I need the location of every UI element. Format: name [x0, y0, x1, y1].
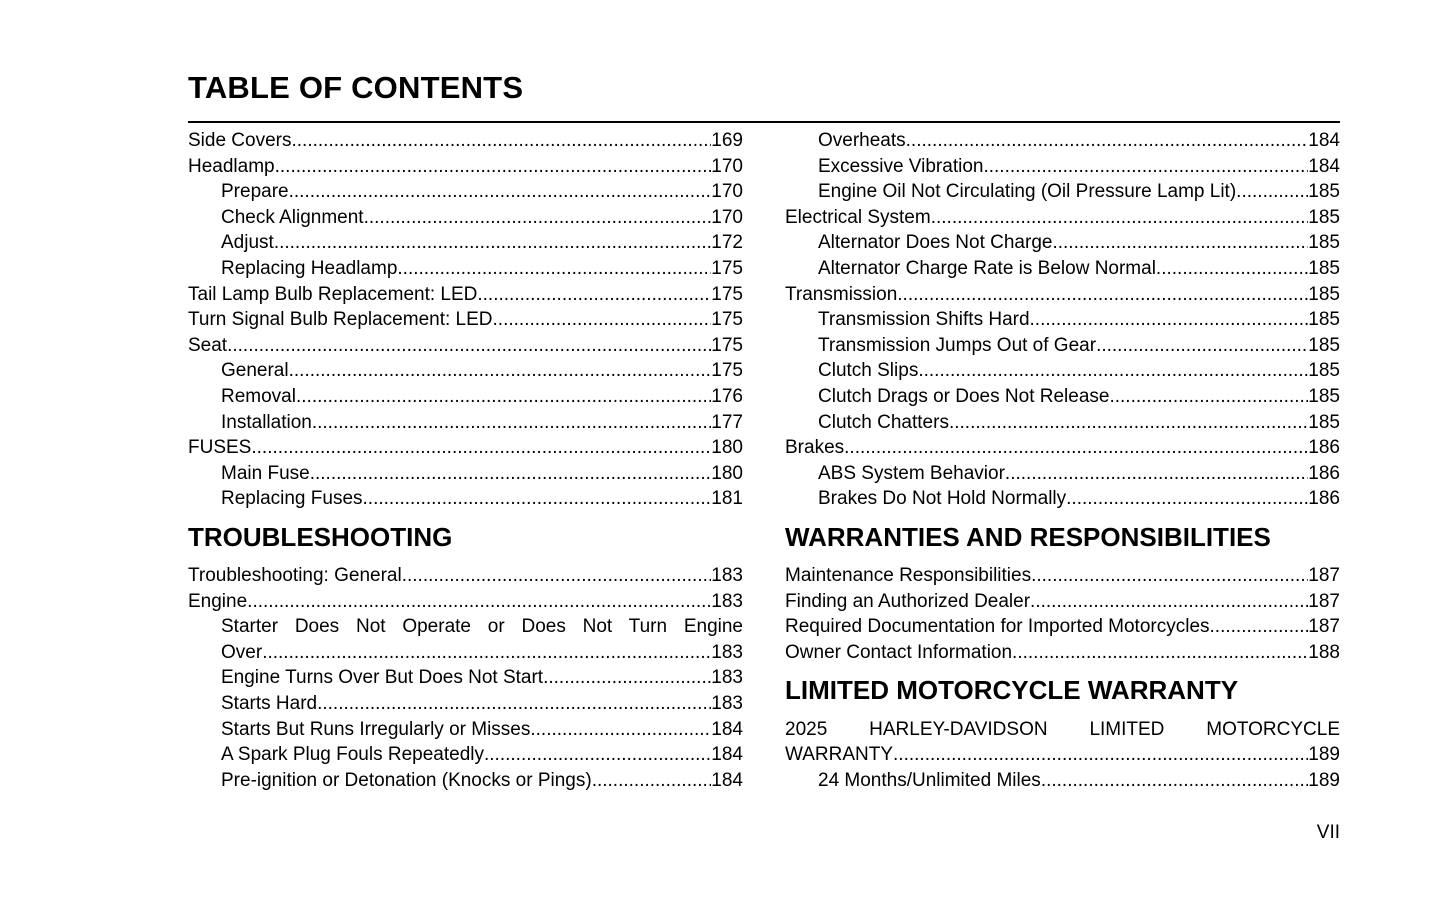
toc-entry-page: 185	[1308, 411, 1340, 433]
toc-entry-label: Engine Turns Over But Does Not Start	[221, 667, 544, 689]
toc-entry-page: 185	[1308, 334, 1340, 356]
toc-entry[interactable]	[785, 768, 1340, 794]
toc-entry[interactable]	[188, 691, 743, 717]
toc-entry-label: Excessive Vibration	[818, 155, 984, 177]
toc-entry[interactable]	[188, 640, 743, 666]
toc-entry-page: 186	[1308, 488, 1340, 510]
dot-leader	[402, 563, 712, 589]
toc-entry-page: 177	[711, 411, 743, 433]
toc-entry-line[interactable]: Starter Does Not Operate or Does Not Turn Engine	[221, 616, 743, 638]
toc-entry-label: Transmission Jumps Out of Gear	[818, 334, 1097, 356]
toc-entry[interactable]	[188, 230, 743, 256]
toc-entry[interactable]	[188, 205, 743, 231]
toc-entry[interactable]	[188, 307, 743, 333]
dot-leader	[251, 435, 711, 461]
toc-entry[interactable]	[785, 384, 1340, 410]
toc-entry-label: A Spark Plug Fouls Repeatedly	[221, 744, 484, 766]
toc-entry-page: 181	[711, 488, 743, 510]
toc-entry[interactable]	[785, 205, 1340, 231]
toc-entry-label: Main Fuse	[221, 462, 310, 484]
toc-entry-label: Pre-ignition or Detonation (Knocks or Pings)	[221, 769, 592, 791]
toc-entry-page: 170	[711, 206, 743, 228]
toc-entry[interactable]	[785, 461, 1340, 487]
toc-entry-line[interactable]: 2025 HARLEY-DAVIDSON LIMITED MOTORCYCLE	[785, 718, 1340, 740]
toc-entry-page: 186	[1308, 437, 1340, 459]
toc-entry-page: 189	[1308, 744, 1340, 766]
toc-entry-label: Tail Lamp Bulb Replacement: LED	[188, 283, 478, 305]
dot-leader	[1031, 563, 1308, 589]
dot-leader	[1096, 333, 1308, 359]
dot-leader	[1012, 640, 1308, 666]
toc-entry-label: Brakes	[785, 437, 845, 459]
dot-leader	[363, 486, 712, 512]
toc-entry[interactable]	[188, 154, 743, 180]
section-heading: LIMITED MOTORCYCLE WARRANTY	[785, 675, 1239, 706]
dot-leader	[1236, 179, 1308, 205]
dot-leader	[543, 665, 711, 691]
toc-entry-page: 185	[1308, 232, 1340, 254]
dot-leader	[918, 358, 1308, 384]
toc-entry-label: Transmission Shifts Hard	[818, 309, 1030, 331]
dot-leader	[317, 691, 711, 717]
dot-leader	[312, 410, 711, 436]
toc-entry[interactable]	[188, 486, 743, 512]
dot-leader	[906, 128, 1309, 154]
toc-entry[interactable]	[785, 333, 1340, 359]
toc-column-right	[785, 128, 1340, 793]
toc-entry-page: 180	[711, 462, 743, 484]
dot-leader	[1109, 384, 1308, 410]
toc-entry-page: 175	[711, 283, 743, 305]
toc-entry-label: Finding an Authorized Dealer	[785, 590, 1031, 612]
toc-entry-page: 184	[711, 769, 743, 791]
toc-entry[interactable]	[188, 742, 743, 768]
dot-leader	[310, 461, 712, 487]
toc-entry-page: 172	[711, 232, 743, 254]
toc-entry-label: Engine	[188, 590, 248, 612]
toc-entry[interactable]	[785, 640, 1340, 666]
toc-entry[interactable]	[785, 614, 1340, 640]
toc-entry-page: 183	[711, 693, 743, 715]
dot-leader	[477, 282, 711, 308]
toc-entry-label: Starts Hard	[221, 693, 318, 715]
toc-entry-label: Headlamp	[188, 155, 275, 177]
toc-entry-label: Maintenance Responsibilities	[785, 565, 1032, 587]
toc-entry-page: 188	[1308, 641, 1340, 663]
dot-leader	[897, 282, 1308, 308]
dot-leader	[289, 179, 712, 205]
toc-entry-label: General	[221, 360, 289, 382]
toc-entry-label: Brakes Do Not Hold Normally	[818, 488, 1067, 510]
dot-leader	[493, 307, 712, 333]
toc-entry-label: Turn Signal Bulb Replacement: LED	[188, 309, 493, 331]
toc-entry[interactable]	[188, 768, 743, 794]
dot-leader	[1156, 256, 1308, 282]
dot-leader	[1030, 589, 1308, 615]
toc-entry[interactable]	[785, 307, 1340, 333]
toc-entry[interactable]	[188, 665, 743, 691]
dot-leader	[289, 358, 712, 384]
toc-entry-page: 175	[711, 309, 743, 331]
toc-entry-page: 184	[711, 718, 743, 740]
toc-entry-label: Alternator Charge Rate is Below Normal	[818, 257, 1156, 279]
toc-entry-page: 186	[1308, 462, 1340, 484]
page-title: TABLE OF CONTENTS	[188, 70, 524, 105]
dot-leader	[530, 717, 711, 743]
toc-entry-page: 185	[1308, 309, 1340, 331]
toc-entry-label: WARRANTY	[785, 744, 894, 766]
toc-entry[interactable]	[785, 154, 1340, 180]
toc-entry[interactable]	[188, 461, 743, 487]
toc-entry-page: 169	[711, 130, 743, 151]
page-number: VII	[1316, 822, 1340, 843]
toc-entry[interactable]	[188, 410, 743, 436]
dot-leader	[1005, 461, 1308, 487]
toc-entry[interactable]	[785, 410, 1340, 436]
toc-entry[interactable]	[785, 563, 1340, 589]
toc-entry-label: Alternator Does Not Charge	[818, 232, 1053, 254]
toc-entry-label: Transmission	[785, 283, 898, 305]
title-rule	[188, 121, 1340, 123]
toc-entry-page: 187	[1308, 565, 1340, 587]
toc-entry-page: 185	[1308, 385, 1340, 407]
section-heading: WARRANTIES AND RESPONSIBILITIES	[785, 521, 1271, 552]
toc-entry[interactable]	[785, 486, 1340, 512]
toc-entry-page: 183	[711, 667, 743, 689]
toc-entry-label: Removal	[221, 385, 296, 407]
toc-entry-label: 24 Months/Unlimited Miles	[818, 769, 1041, 791]
toc-entry[interactable]	[785, 282, 1340, 308]
toc-entry-page: 183	[711, 565, 743, 587]
toc-entry[interactable]	[785, 256, 1340, 282]
dot-leader	[893, 742, 1308, 768]
toc-entry-page: 189	[1308, 769, 1340, 791]
toc-entry[interactable]	[188, 128, 743, 154]
toc-entry-label: Overheats	[818, 130, 906, 151]
dot-leader	[275, 154, 712, 180]
dot-leader	[397, 256, 711, 282]
dot-leader	[296, 384, 711, 410]
dot-leader	[1066, 486, 1308, 512]
dot-leader	[227, 333, 711, 359]
toc-entry[interactable]	[188, 563, 743, 589]
toc-entry-label: Replacing Headlamp	[221, 257, 398, 279]
toc-entry[interactable]	[188, 333, 743, 359]
toc-entry-label: Replacing Fuses	[221, 488, 363, 510]
toc-entry-label: Owner Contact Information	[785, 641, 1013, 663]
toc-entry-label: Electrical System	[785, 206, 931, 228]
toc-entry[interactable]	[188, 435, 743, 461]
toc-entry-label: Prepare	[221, 181, 289, 203]
dot-leader	[1052, 230, 1308, 256]
toc-entry-page: 175	[711, 257, 743, 279]
toc-entry-label: Troubleshooting: General	[188, 565, 402, 587]
toc-entry-page: 170	[711, 181, 743, 203]
dot-leader	[1030, 307, 1309, 333]
toc-entry-page: 176	[711, 385, 743, 407]
toc-entry-label: Clutch Drags or Does Not Release	[818, 385, 1110, 407]
toc-entry[interactable]	[188, 179, 743, 205]
toc-entry-page: 185	[1308, 181, 1340, 203]
toc-entry-page: 175	[711, 360, 743, 382]
toc-entry[interactable]	[785, 435, 1340, 461]
toc-entry[interactable]	[188, 256, 743, 282]
dot-leader	[844, 435, 1308, 461]
dot-leader	[274, 230, 711, 256]
dot-leader	[983, 154, 1308, 180]
toc-entry-label: ABS System Behavior	[818, 462, 1005, 484]
toc-entry[interactable]	[188, 358, 743, 384]
toc-entry[interactable]	[785, 742, 1340, 768]
toc-entry-label: Starts But Runs Irregularly or Misses	[221, 718, 531, 740]
toc-entry-page: 184	[711, 744, 743, 766]
toc-entry-page: 185	[1308, 206, 1340, 228]
dot-leader	[262, 640, 711, 666]
toc-entry[interactable]	[785, 230, 1340, 256]
toc-entry-page: 185	[1308, 360, 1340, 382]
toc-entry-page: 187	[1308, 616, 1340, 638]
toc-entry-page: 183	[711, 641, 743, 663]
toc-entry-label: Clutch Chatters	[818, 411, 949, 433]
dot-leader	[931, 205, 1309, 231]
toc-entry-page: 183	[711, 590, 743, 612]
toc-entry-label: Check Alignment	[221, 206, 364, 228]
toc-column-left	[188, 128, 743, 793]
toc-entry[interactable]	[188, 384, 743, 410]
toc-entry-label: Engine Oil Not Circulating (Oil Pressure Lamp Lit)	[818, 181, 1237, 203]
toc-entry-page: 184	[1308, 155, 1340, 177]
toc-entry-page: 180	[711, 437, 743, 459]
dot-leader	[292, 128, 712, 154]
dot-leader	[247, 589, 711, 615]
dot-leader	[1210, 614, 1309, 640]
toc-entry[interactable]	[785, 179, 1340, 205]
toc-entry-label: Seat	[188, 334, 228, 356]
toc-entry-page: 187	[1308, 590, 1340, 612]
toc-entry-page: 185	[1308, 257, 1340, 279]
toc-entry[interactable]	[188, 589, 743, 615]
dot-leader	[484, 742, 711, 768]
toc-entry[interactable]	[785, 128, 1340, 154]
toc-entry-label: Side Covers	[188, 130, 292, 151]
dot-leader	[1041, 768, 1308, 794]
toc-entry-label: Installation	[221, 411, 312, 433]
toc-entry-page: 185	[1308, 283, 1340, 305]
dot-leader	[592, 768, 712, 794]
toc-entry-page: 184	[1308, 130, 1340, 151]
dot-leader	[949, 410, 1308, 436]
section-heading: TROUBLESHOOTING	[188, 521, 453, 552]
toc-entry[interactable]	[188, 717, 743, 743]
toc-entry[interactable]	[188, 282, 743, 308]
toc-entry-label: FUSES	[188, 437, 252, 459]
toc-entry-label: Clutch Slips	[818, 360, 919, 382]
toc-entry-page: 175	[711, 334, 743, 356]
toc-entry[interactable]	[785, 358, 1340, 384]
toc-entry[interactable]	[785, 589, 1340, 615]
dot-leader	[364, 205, 712, 231]
toc-entry-label: Required Documentation for Imported Motorcycles	[785, 616, 1210, 638]
toc-entry-page: 170	[711, 155, 743, 177]
toc-entry-label: Adjust	[221, 232, 274, 254]
toc-entry-label: Over	[221, 641, 263, 663]
